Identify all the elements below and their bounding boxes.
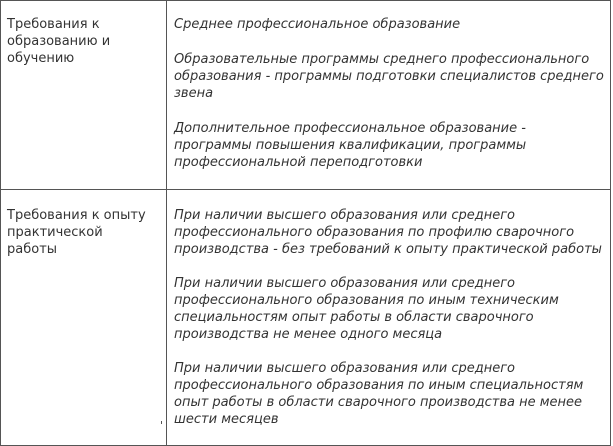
content-paragraph: При наличии высшего образования или среднего профессионального образования по профилю сварочного производства - без требований к опыту практической работы [174, 208, 602, 257]
content-paragraph: Дополнительное профессиональное образование - программы повышения квалификации, программы профессиональной переподготовки [174, 121, 527, 170]
row-label-cell [1, 1, 167, 190]
content-paragraph: При наличии высшего образования или среднего профессионального образования по иным техническим специальностям опыт работы в области сварочного производства не менее одного месяца [174, 276, 559, 342]
row-content-cell [167, 190, 611, 446]
row-label: Требования к образованию и обучению [7, 17, 111, 66]
row-label-cell [1, 190, 167, 446]
row-content-cell [167, 1, 611, 190]
table-row-education [1, 1, 611, 190]
row-label: Требования к опыту практической работы [7, 208, 146, 257]
content-paragraph: Образовательные программы среднего профессионального образования - программы подготовки специалистов среднего звена [174, 52, 604, 101]
table-row-experience [1, 190, 611, 446]
content-paragraph: Среднее профессиональное образование [174, 17, 461, 32]
content-paragraph: При наличии высшего образования или среднего профессионального образования по иным специальностям опыт работы в области сварочного производства не менее шести месяцев [174, 361, 584, 427]
